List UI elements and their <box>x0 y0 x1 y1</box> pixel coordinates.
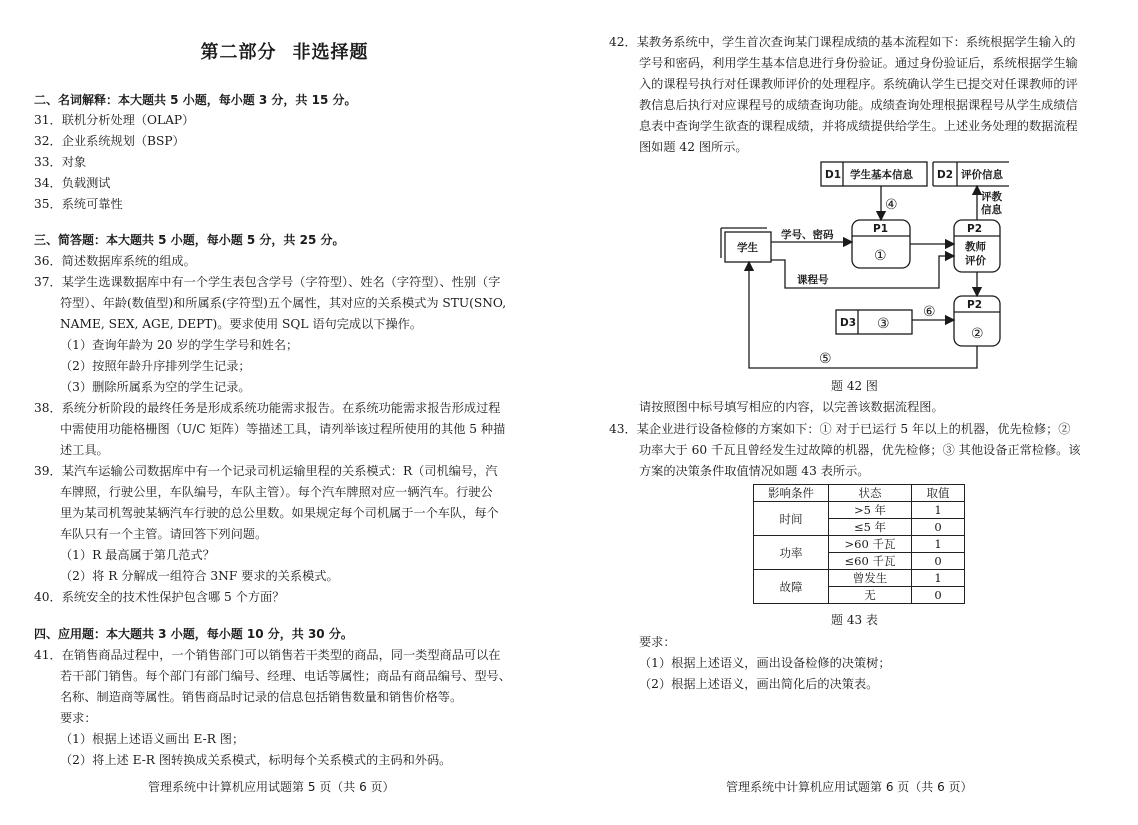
text-line: （1）查询年龄为 20 岁的学生学号和姓名； <box>60 338 299 352</box>
text-line: NAME, SEX, AGE, DEPT)。要求使用 SQL 语句完成以下操作。 <box>60 317 423 331</box>
text-line: 若干部门销售。每个部门有部门编号、经理、电话等属性；商品有商品编号、型号、 <box>60 669 511 683</box>
text-line: 符型）、年龄(数值型)和所属系(字符型)五个属性，其对应的关系模式为 STU(SNO, <box>60 296 507 310</box>
mark-4: ④ <box>885 197 898 213</box>
text-line: 名称、制造商等属性。销售商品时记录的信息包括销售数量和销售价格等。 <box>60 690 463 704</box>
flow-result-to-student <box>749 262 977 368</box>
text-line: （2）将 R 分解成一组符合 3NF 要求的关系模式。 <box>60 569 339 583</box>
figure-42-caption: 题 42 图 <box>831 379 878 393</box>
text-line: 图如题 42 图所示。 <box>639 140 748 154</box>
right-footer: 管理系统中计算机应用试题第 6 页（共 6 页） <box>726 780 973 794</box>
text-line: 请按照图中标号填写相应的内容，以完善该数据流程图。 <box>639 400 944 414</box>
text-line: 41．在销售商品过程中，一个销售部门可以销售若干类型的商品，同一类型商品可以在 <box>34 648 501 662</box>
table-43-caption: 题 43 表 <box>831 613 878 627</box>
p2a-line2: 评价 <box>965 255 986 267</box>
state-cell: 无 <box>829 587 912 604</box>
section-heading: 二、名词解释：本大题共 5 小题，每小题 3 分，共 15 分。 <box>34 93 357 107</box>
text-line: 教信息后执行对应课程号的成绩查询功能。成绩查询处理根据课程号从学生成绩信 <box>639 98 1078 112</box>
flow-eval-label-2: 信息 <box>981 204 1002 216</box>
text-line: 35．系统可靠性 <box>34 197 123 211</box>
value-cell: 0 <box>912 587 965 604</box>
d1-name: 学生基本信息 <box>850 169 913 181</box>
mark-6: ⑥ <box>923 304 936 320</box>
flow-eval-label-1: 评教 <box>981 191 1002 203</box>
text-line: 38．系统分析阶段的最终任务是形成系统功能需求报告。在系统功能需求报告形成过程 <box>34 401 501 415</box>
text-line: 34．负载测试 <box>34 176 111 190</box>
section-heading: 三、简答题：本大题共 5 小题，每小题 5 分，共 25 分。 <box>34 233 345 247</box>
flow-login-label: 学号、密码 <box>781 229 834 241</box>
value-cell: 1 <box>912 570 965 587</box>
left-footer: 管理系统中计算机应用试题第 5 页（共 6 页） <box>148 780 395 794</box>
text-line: 述工具。 <box>60 443 109 457</box>
value-cell: 0 <box>912 519 965 536</box>
text-line: 车队只有一个主管。请回答下列问题。 <box>60 527 268 541</box>
text-line: （2）将上述 E-R 图转换成关系模式，标明每个关系模式的主码和外码。 <box>60 753 452 767</box>
d2-id: D2 <box>937 169 954 181</box>
table-row <box>754 536 965 553</box>
right-page <box>569 0 1138 825</box>
text-line: 32．企业系统规划（BSP） <box>34 134 185 148</box>
data-flow-diagram <box>709 156 1029 376</box>
part-title-b: 非选择题 <box>292 42 369 63</box>
condition-power: 功率 <box>754 536 829 570</box>
p2a-line1: 教师 <box>965 241 986 253</box>
text-line: 息表中查询学生欲查的课程成绩，并将成绩提供给学生。上述业务处理的数据流程 <box>639 119 1078 133</box>
text-line: 方案的决策条件取值情况如题 43 表所示。 <box>639 464 870 478</box>
text-line: 40．系统安全的技术性保护包含哪 5 个方面？ <box>34 590 285 604</box>
text-line: （1）根据上述语义画出 E-R 图； <box>60 732 245 746</box>
text-line: 33．对象 <box>34 155 87 169</box>
p2b-id: P2 <box>967 299 983 311</box>
table-row <box>754 570 965 587</box>
decision-conditions-table <box>753 484 965 604</box>
text-line: 43．某企业进行设备检修的方案如下：① 对于已运行 5 年以上的机器，优先检修；② <box>609 422 1071 436</box>
text-line: （1）根据上述语义，画出设备检修的决策树； <box>639 656 891 670</box>
state-cell: 曾发生 <box>829 570 912 587</box>
mark-1: ① <box>874 248 887 264</box>
part-title <box>0 38 569 64</box>
text-line: （3）删除所属系为空的学生记录。 <box>60 380 251 394</box>
text-line: 42．某教务系统中，学生首次查询某门课程成绩的基本流程如下：系统根据学生输入的 <box>609 35 1076 49</box>
mark-5: ⑤ <box>819 351 832 367</box>
flow-course-label: 课程号 <box>797 274 829 286</box>
value-cell: 1 <box>912 502 965 519</box>
text-line: 37．某学生选课数据库中有一个学生表包含学号（字符型）、姓名（字符型）、性别（字 <box>34 275 501 289</box>
d2-name: 评价信息 <box>961 169 1003 181</box>
value-cell: 1 <box>912 536 965 553</box>
table-header-value: 取值 <box>912 485 965 502</box>
part-title-a: 第二部分 <box>200 42 277 63</box>
d3-id: D3 <box>840 317 857 329</box>
d1-id: D1 <box>825 169 842 181</box>
p2a-id: P2 <box>967 223 983 235</box>
text-line: 学号和密码，利用学生基本信息进行身份验证。通过身份验证后，系统根据学生输 <box>639 56 1078 70</box>
p1-id: P1 <box>873 223 889 235</box>
text-line: 里为某司机驾驶某辆汽车行驶的总公里数。如果规定每个司机属于一个车队，每个 <box>60 506 499 520</box>
text-line: 要求： <box>639 635 676 649</box>
state-cell: ≤60 千瓦 <box>829 553 912 570</box>
mark-3: ③ <box>877 316 890 332</box>
condition-fault: 故障 <box>754 570 829 604</box>
section-heading: 四、应用题：本大题共 3 小题，每小题 10 分，共 30 分。 <box>34 627 353 641</box>
value-cell: 0 <box>912 553 965 570</box>
text-line: （2）根据上述语义，画出简化后的决策表。 <box>639 677 879 691</box>
text-line: 31．联机分析处理（OLAP） <box>34 113 195 127</box>
condition-time: 时间 <box>754 502 829 536</box>
entity-label: 学生 <box>737 242 758 254</box>
text-line: （1）R 最高属于第几范式？ <box>60 548 215 562</box>
text-line: 中需使用功能格栅图（U/C 矩阵）等描述工具，请列举该过程所使用的其他 5 种描 <box>60 422 506 436</box>
mark-2: ② <box>971 326 984 342</box>
state-cell: >60 千瓦 <box>829 536 912 553</box>
table-header-condition: 影响条件 <box>754 485 829 502</box>
text-line: （2）按照年龄升序排列学生记录； <box>60 359 251 373</box>
text-line: 功率大于 60 千瓦且曾经发生过故障的机器，优先检修；③ 其他设备正常检修。该 <box>639 443 1081 457</box>
text-line: 入的课程号执行对任课教师评价的处理程序。系统确认学生已提交对任课教师的评 <box>639 77 1078 91</box>
table-header-state: 状态 <box>829 485 912 502</box>
text-line: 39．某汽车运输公司数据库中有一个记录司机运输里程的关系模式：R（司机编号，汽 <box>34 464 498 478</box>
text-line: 36．简述数据库系统的组成。 <box>34 254 196 268</box>
state-cell: >5 年 <box>829 502 912 519</box>
state-cell: ≤5 年 <box>829 519 912 536</box>
table-row <box>754 502 965 519</box>
text-line: 车牌照，行驶公里，车队编号，车队主管）。每个汽车牌照对应一辆汽车。行驶公 <box>60 485 493 499</box>
text-line: 要求： <box>60 711 97 725</box>
